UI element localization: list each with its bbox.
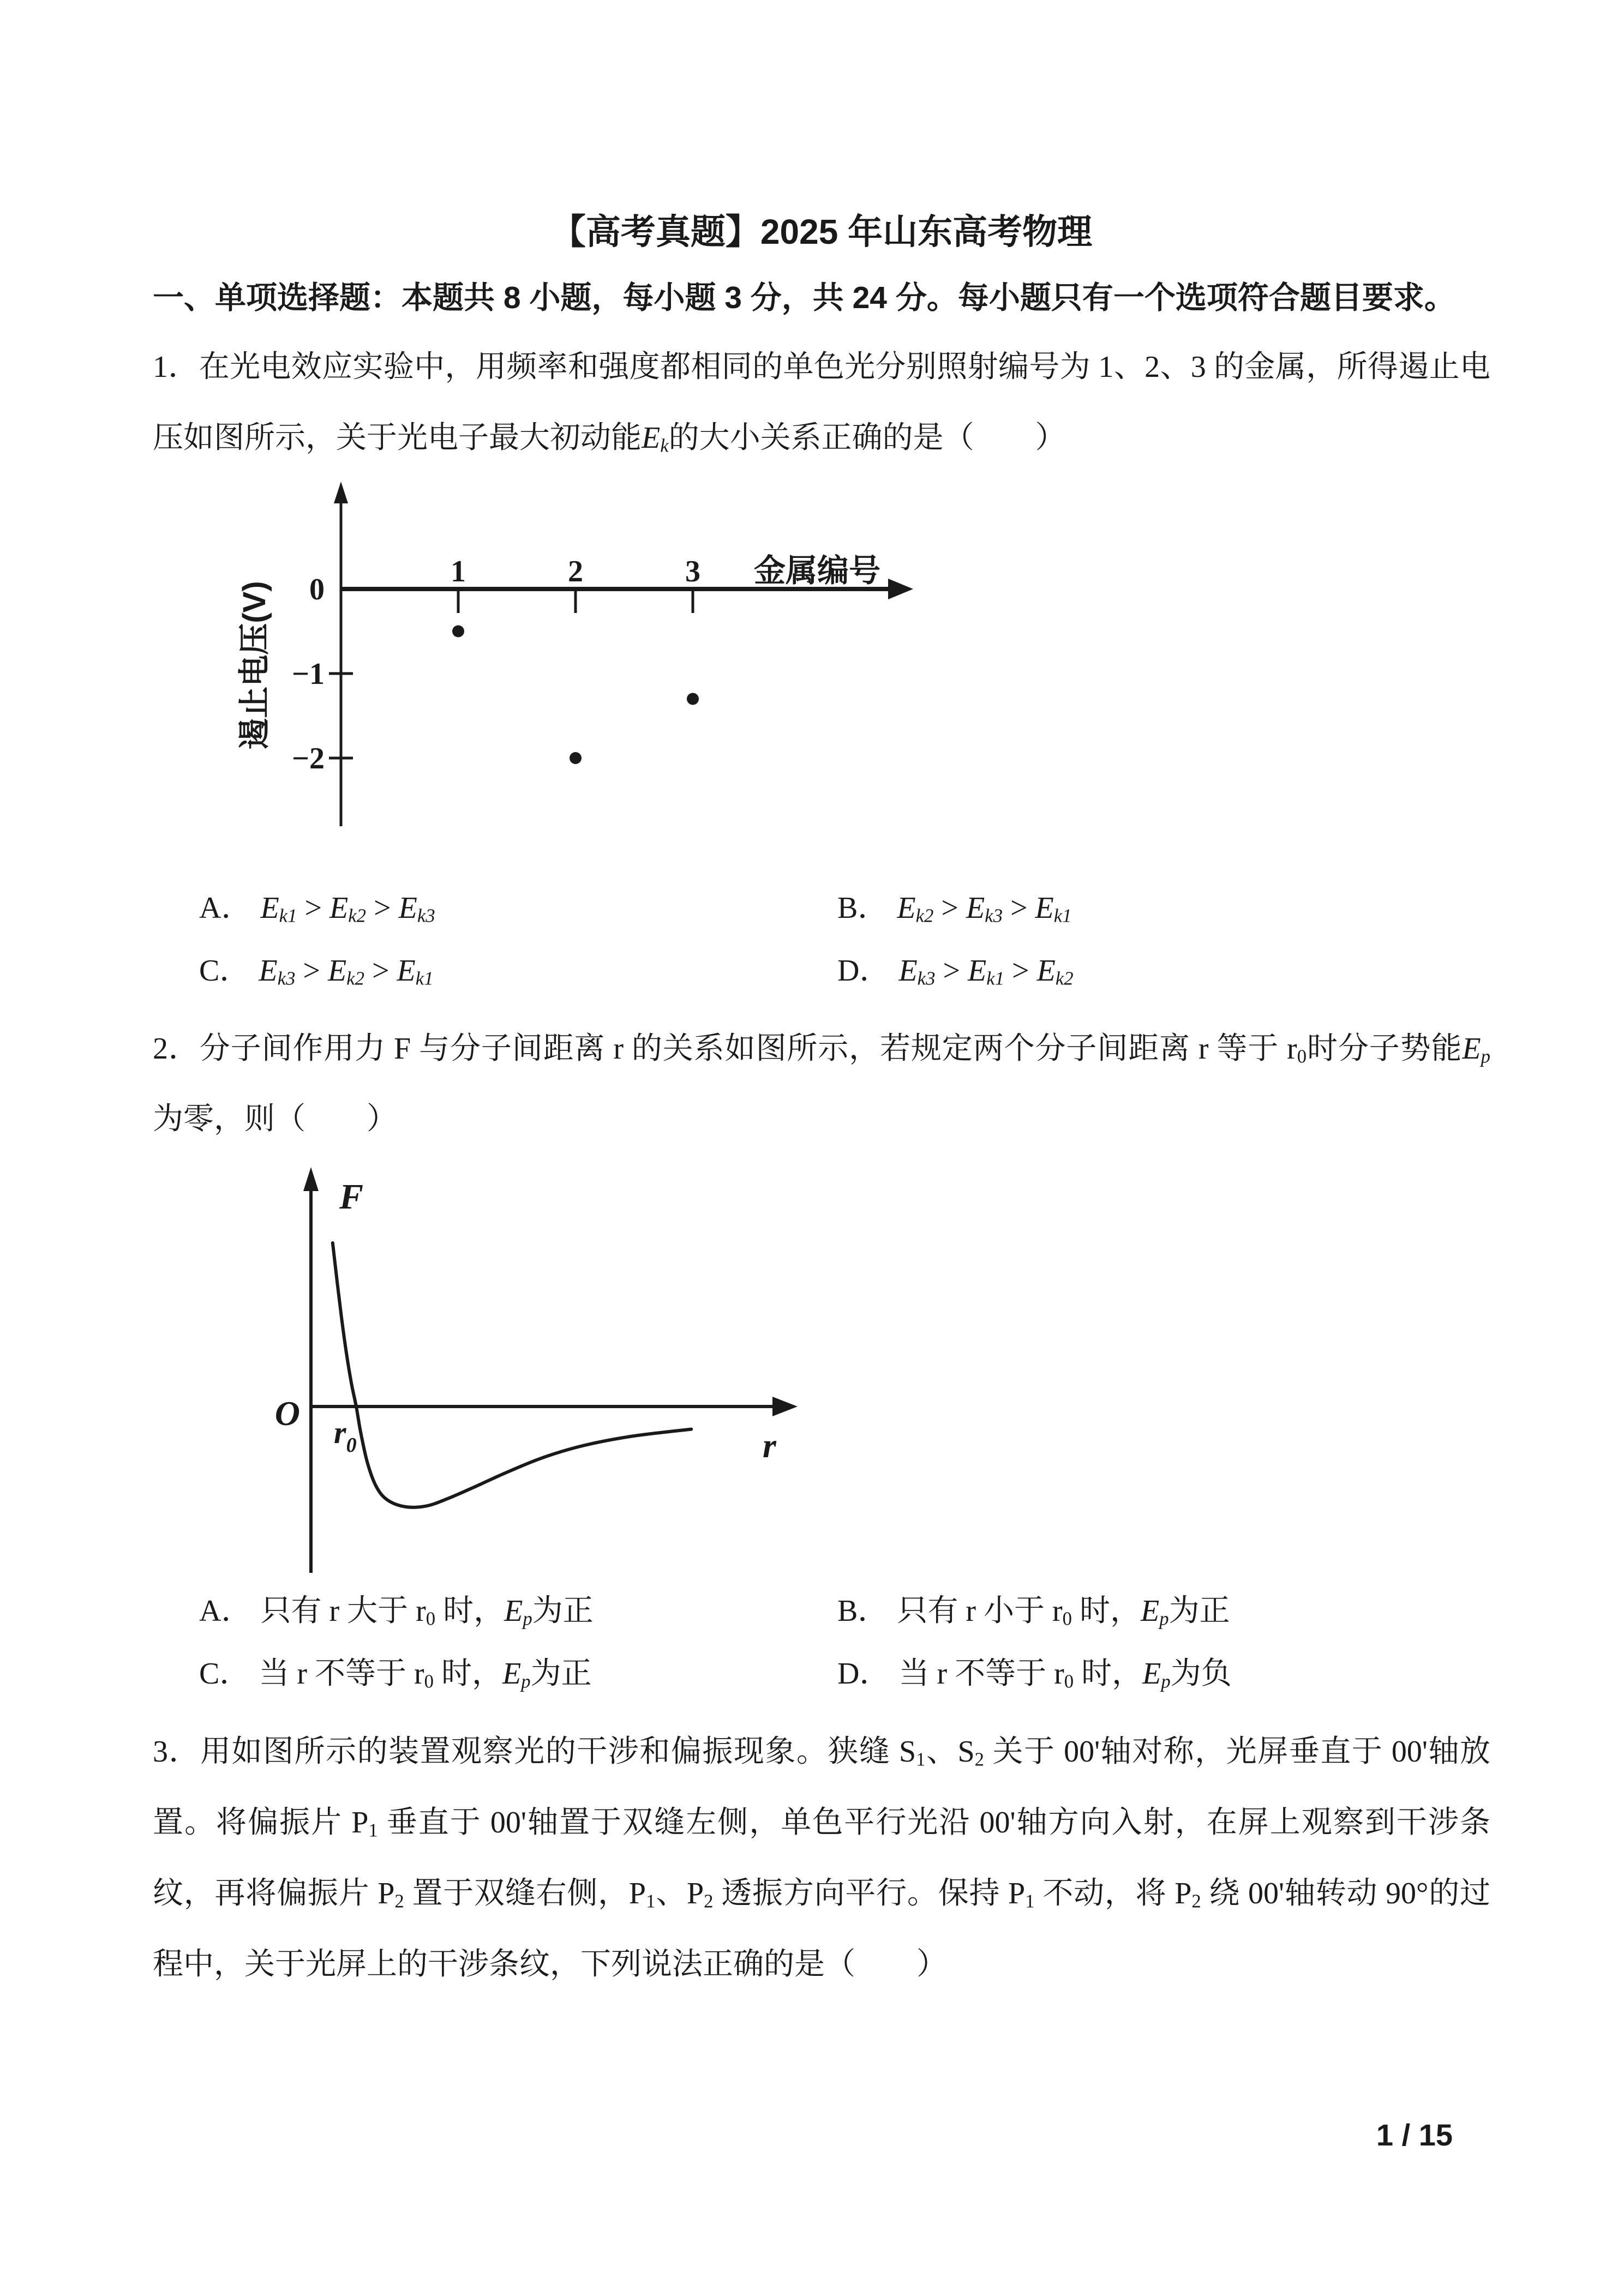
text-segment: 时， xyxy=(435,1594,505,1628)
text-segment: > xyxy=(1002,891,1035,925)
text-segment: E xyxy=(1035,891,1054,925)
text-segment: 2 xyxy=(1191,1890,1201,1912)
text-segment: k3 xyxy=(917,967,936,989)
option-2c xyxy=(199,1654,837,1694)
text-segment: > xyxy=(1004,953,1037,988)
option-text xyxy=(897,891,1071,925)
text-segment: k1 xyxy=(415,967,434,989)
options-row xyxy=(199,951,1490,991)
option-label: A． xyxy=(199,1594,252,1628)
option-1c xyxy=(199,951,837,991)
text-segment: 1 xyxy=(646,1890,656,1912)
x-axis-arrow xyxy=(772,1397,798,1416)
text-segment: E xyxy=(329,891,349,925)
text-segment: 0 xyxy=(1062,1608,1072,1630)
text-segment: E xyxy=(897,891,916,925)
text-segment: p xyxy=(1161,1670,1171,1692)
molecular-force-figure xyxy=(235,1158,1490,1584)
option-text xyxy=(260,1594,593,1628)
option-text xyxy=(897,1594,1230,1628)
text-segment: E xyxy=(259,953,278,988)
text-segment: 1 xyxy=(916,1748,926,1770)
text-segment: 2 xyxy=(974,1748,984,1770)
text-segment: E xyxy=(327,953,347,988)
r0-intercept-label: $r_0$ xyxy=(334,1415,357,1457)
text-segment: E xyxy=(504,1594,523,1628)
text-segment: 垂直于 00'轴置于双缝左侧，单色平行光沿 00'轴方向入射，在屏上观察到干涉条纹，再将偏振片 P xyxy=(153,1805,1490,1910)
option-1b xyxy=(837,888,1490,928)
text-segment: 绕 00'轴转动 90°的过程中，关于光屏上的干涉条纹，下列说法正确的是（ ） xyxy=(153,1876,1490,1981)
question-1-body xyxy=(153,332,1490,474)
x-tick-label: 1 xyxy=(451,554,466,588)
data-point xyxy=(687,693,699,705)
force-curve xyxy=(333,1243,691,1507)
text-segment: > xyxy=(364,953,397,988)
text-segment: E xyxy=(1142,1657,1161,1691)
text-segment: E xyxy=(968,953,987,988)
y-tick-label: −2 xyxy=(292,741,325,776)
text-segment: 只有 r 小于 r xyxy=(897,1594,1063,1628)
option-2d xyxy=(837,1654,1490,1694)
text-segment: 关于 00'轴对称，光屏垂直于 00'轴放置。将偏振片 P xyxy=(153,1734,1490,1840)
y-axis-arrow xyxy=(334,482,348,503)
text-segment: > xyxy=(933,891,966,925)
text-segment: E xyxy=(642,421,661,455)
text-segment: E xyxy=(398,891,417,925)
text-segment: 1 xyxy=(368,1819,378,1841)
text-segment: 、P xyxy=(655,1876,704,1910)
option-label: D． xyxy=(837,1657,890,1691)
text-segment: 当 r 不等于 r xyxy=(259,1657,424,1691)
text-segment: E xyxy=(260,891,279,925)
x-axis-title: r xyxy=(763,1426,776,1465)
text-segment: 0 xyxy=(1064,1670,1074,1692)
y-axis-title: F xyxy=(339,1177,364,1217)
x-axis-arrow xyxy=(888,579,913,599)
y-tick-label: 0 xyxy=(309,572,325,606)
option-label: C． xyxy=(199,953,250,988)
text-segment: p xyxy=(1481,1045,1490,1067)
options-row xyxy=(199,888,1490,928)
text-segment: 时， xyxy=(1072,1594,1141,1628)
text-segment: p xyxy=(1159,1608,1169,1630)
text-segment: E xyxy=(1036,953,1056,988)
text-segment: 时分子势能 xyxy=(1307,1031,1463,1066)
text-segment: > xyxy=(297,891,330,925)
text-segment: k2 xyxy=(1055,967,1074,989)
text-segment: 0 xyxy=(1297,1045,1307,1067)
text-segment: 2．分子间作用力 F 与分子间距离 r 的关系如图所示，若规定两个分子间距离 r 等于 r xyxy=(153,1031,1297,1066)
text-segment: 3．用如图所示的装置观察光的干涉和偏振现象。狭缝 S xyxy=(153,1734,916,1769)
text-segment: E xyxy=(1141,1594,1160,1628)
text-segment: > xyxy=(366,891,399,925)
question-2-options xyxy=(153,1591,1490,1694)
origin-label: O xyxy=(274,1394,300,1433)
text-segment: 2 xyxy=(704,1890,714,1912)
page-title: 【高考真题】2025 年山东高考物理 xyxy=(550,212,1093,251)
option-2b xyxy=(837,1591,1490,1631)
text-segment: 不动，将 P xyxy=(1034,1876,1192,1910)
question-3-body xyxy=(153,1717,1490,2000)
text-segment: 、S xyxy=(925,1734,975,1769)
text-segment: k2 xyxy=(348,905,367,927)
data-point xyxy=(570,752,582,764)
section-header: 一、单项选择题：本题共 8 小题，每小题 3 分，共 24 分。每小题只有一个选项符合题目要求。 xyxy=(153,280,1455,315)
text-segment: > xyxy=(295,953,328,988)
molecular-force-svg xyxy=(235,1158,835,1584)
text-segment: E xyxy=(1462,1031,1481,1066)
option-text xyxy=(898,1657,1231,1691)
text-segment: E xyxy=(898,953,918,988)
text-segment: 为负 xyxy=(1170,1657,1232,1691)
page-content xyxy=(153,0,1490,2000)
text-segment: 只有 r 大于 r xyxy=(260,1594,426,1628)
option-label: D． xyxy=(837,953,890,988)
x-axis-title: 金属编号 xyxy=(754,552,881,588)
text-segment: 透振方向平行。保持 P xyxy=(713,1876,1026,1910)
question-1-options xyxy=(153,888,1490,991)
photoelectric-stopping-voltage-figure xyxy=(235,477,1490,881)
option-text xyxy=(259,1657,591,1691)
option-label: C． xyxy=(199,1657,250,1691)
text-segment: 为正 xyxy=(530,1657,592,1691)
option-label: B． xyxy=(837,891,889,925)
text-segment: p xyxy=(521,1670,531,1692)
page-number: 1 / 15 xyxy=(1376,2118,1453,2152)
text-segment: 时， xyxy=(434,1657,503,1691)
text-segment: k3 xyxy=(277,967,296,989)
text-segment: 的大小关系正确的是（ ） xyxy=(668,421,1066,455)
text-segment: 当 r 不等于 r xyxy=(898,1657,1064,1691)
text-segment: > xyxy=(935,953,968,988)
text-segment: k1 xyxy=(279,905,297,927)
text-segment: 时， xyxy=(1074,1657,1143,1691)
text-segment: k1 xyxy=(986,967,1005,989)
text-segment: E xyxy=(397,953,416,988)
text-segment: 0 xyxy=(426,1608,436,1630)
text-segment: 置于双缝右侧，P xyxy=(404,1876,646,1910)
data-point xyxy=(452,625,464,637)
text-segment: 1．在光电效应实验中，用频率和强度都相同的单色光分别照射编号为 1、2、3 的金属，所得遏止电压如图所示，关于光电子最大初动能 xyxy=(153,350,1490,455)
text-segment: E xyxy=(502,1657,522,1691)
option-text xyxy=(898,954,1073,988)
text-segment: k2 xyxy=(915,905,934,927)
text-segment: 2 xyxy=(394,1890,404,1912)
text-segment: k3 xyxy=(985,905,1003,927)
x-tick-label: 2 xyxy=(568,554,583,588)
option-1d xyxy=(837,951,1490,991)
text-segment: 为正 xyxy=(532,1594,594,1628)
y-tick-label: −1 xyxy=(292,657,325,691)
text-segment: 为零，则（ ） xyxy=(153,1102,397,1137)
y-axis-arrow xyxy=(303,1167,319,1191)
option-2a xyxy=(199,1591,837,1631)
question-2-body xyxy=(153,1014,1490,1156)
text-segment: 1 xyxy=(1025,1890,1035,1912)
text-segment: E xyxy=(966,891,985,925)
options-row xyxy=(199,1654,1490,1694)
option-label: A． xyxy=(199,891,252,925)
text-segment: k xyxy=(660,435,669,456)
options-row xyxy=(199,1591,1490,1631)
text-segment: k1 xyxy=(1053,905,1072,927)
option-1a xyxy=(199,888,837,928)
text-segment: 0 xyxy=(424,1670,434,1692)
option-label: B． xyxy=(837,1594,889,1628)
text-segment: p xyxy=(523,1608,532,1630)
text-segment: k3 xyxy=(417,905,435,927)
option-text xyxy=(260,891,435,925)
text-segment: k2 xyxy=(346,967,364,989)
y-axis-title: 遏止电压(V) xyxy=(237,581,272,750)
text-segment: 为正 xyxy=(1168,1594,1230,1628)
x-tick-label: 3 xyxy=(685,554,700,588)
option-text xyxy=(259,954,433,988)
stopping-voltage-svg xyxy=(235,477,916,881)
